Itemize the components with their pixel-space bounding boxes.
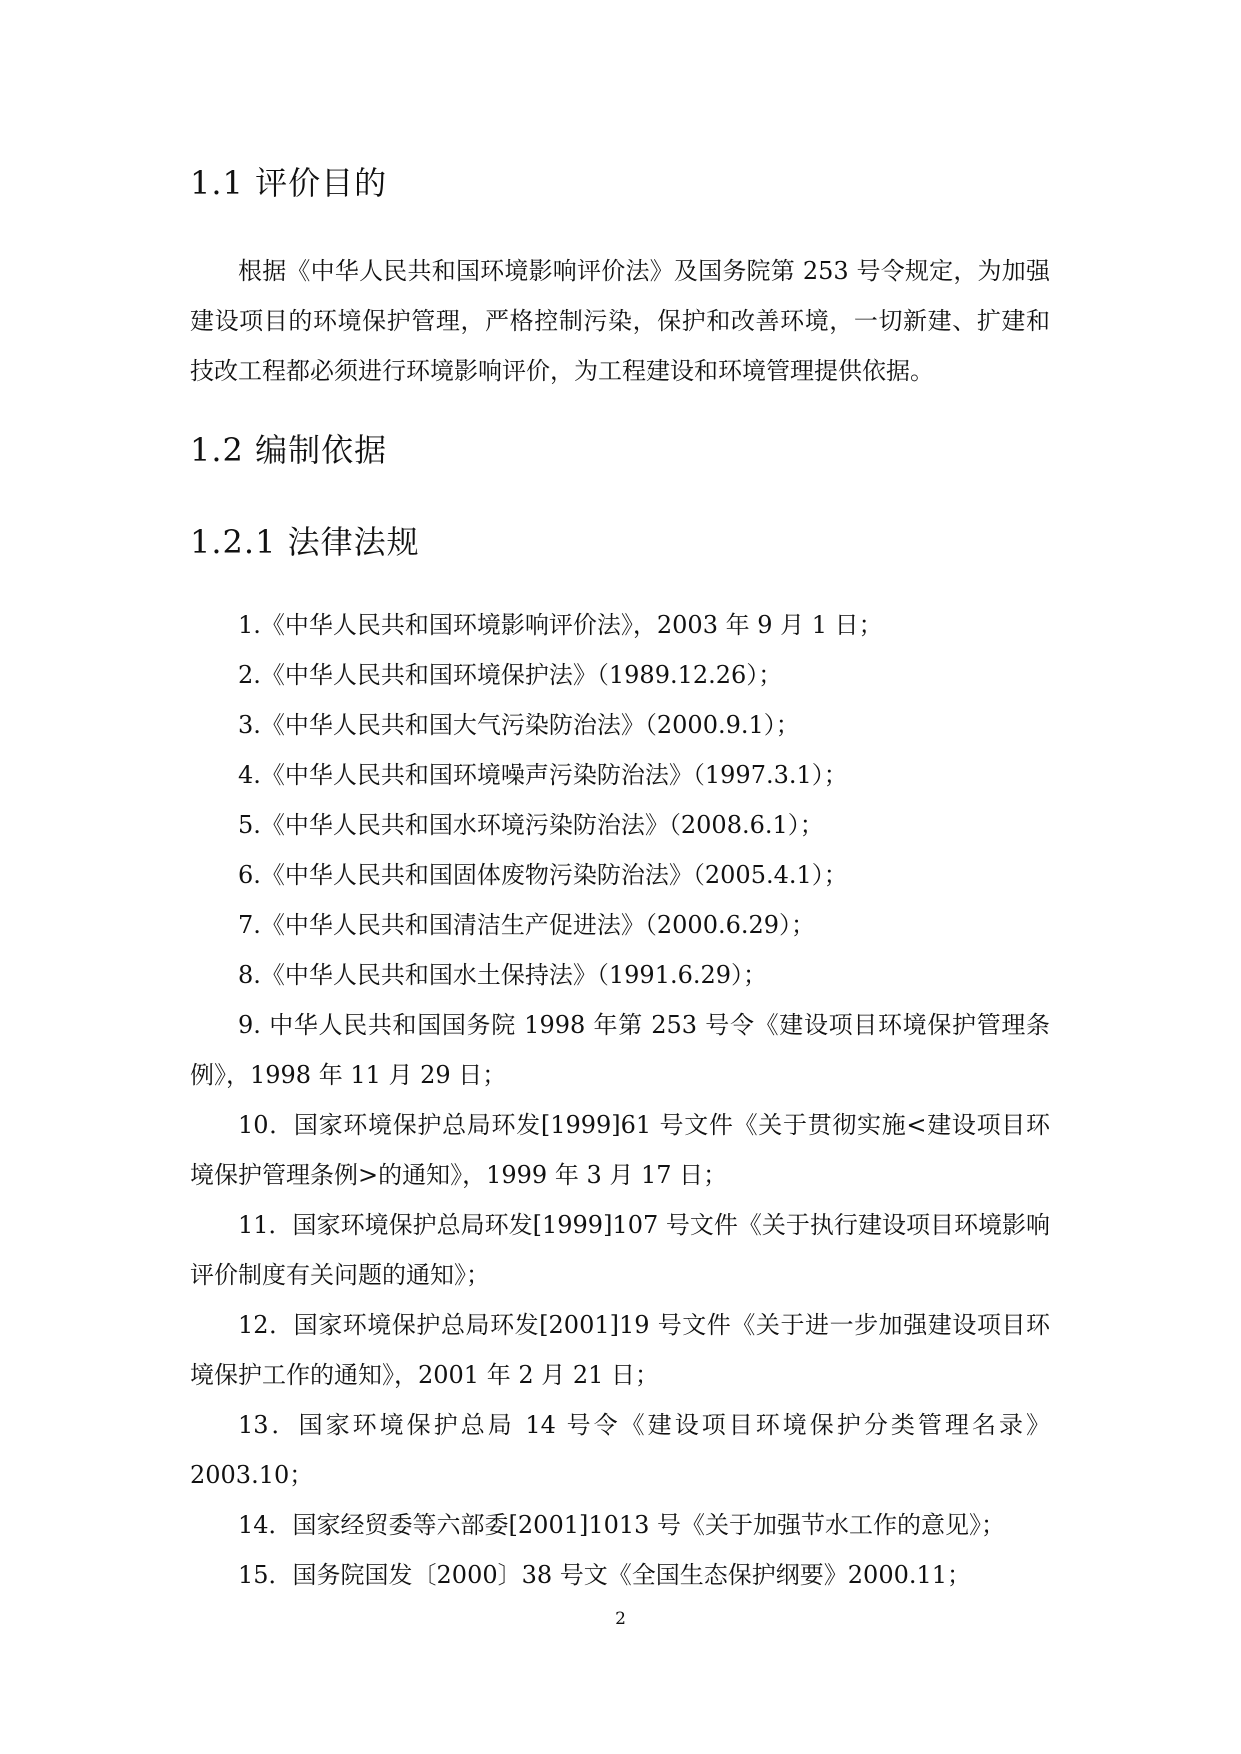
page-number: 2: [615, 1609, 626, 1629]
list-item: 2.《中华人民共和国环境保护法》（1989.12.26）；: [238, 661, 783, 689]
list-item: 6.《中华人民共和国固体废物污染防治法》（2005.4.1）；: [238, 861, 848, 889]
heading-evaluation-purpose: 1.1 评价目的: [190, 164, 388, 202]
laws-list: [190, 600, 1050, 1600]
list-item: 9. 中华人民共和国国务院 1998 年第 253 号令《建设项目环境保护管理条例》，1998 年 11 月 29 日；: [190, 1011, 1050, 1089]
list-item: 14．国家经贸委等六部委[2001]1013 号《关于加强节水工作的意见》；: [238, 1511, 1006, 1539]
paragraph-evaluation-purpose: 根据《中华人民共和国环境影响评价法》及国务院第 253 号令规定，为加强建设项目的环境保护管理，严格控制污染，保护和改善环境，一切新建、扩建和技改工程都必须进行环境影响评价，为工程建设和环境管理提供依据。: [190, 257, 1050, 385]
list-item: 3.《中华人民共和国大气污染防治法》（2000.9.1）；: [238, 711, 800, 739]
list-item: 10．国家环境保护总局环发[1999]61 号文件《关于贯彻实施<建设项目环境保护管理条例>的通知》，1999 年 3 月 17 日；: [190, 1111, 1050, 1189]
list-item: 13．国家环境保护总局 14 号令《建设项目环境保护分类管理名录》2003.10；: [190, 1411, 1050, 1489]
heading-compilation-basis: 1.2 编制依据: [190, 431, 388, 469]
list-item: 12．国家环境保护总局环发[2001]19 号文件《关于进一步加强建设项目环境保护工作的通知》，2001 年 2 月 21 日；: [190, 1311, 1050, 1389]
list-item: 8.《中华人民共和国水土保持法》（1991.6.29）；: [238, 961, 768, 989]
heading-laws-regulations: 1.2.1 法律法规: [190, 523, 420, 561]
list-item: 1.《中华人民共和国环境影响评价法》，2003 年 9 月 1 日；: [238, 611, 883, 639]
list-item: 7.《中华人民共和国清洁生产促进法》（2000.6.29）；: [238, 911, 816, 939]
list-item: 5.《中华人民共和国水环境污染防治法》（2008.6.1）；: [238, 811, 824, 839]
list-item: 4.《中华人民共和国环境噪声污染防治法》（1997.3.1）；: [238, 761, 848, 789]
list-item: 15．国务院国发〔2000〕38 号文《全国生态保护纲要》2000.11；: [238, 1561, 972, 1589]
list-item: 11．国家环境保护总局环发[1999]107 号文件《关于执行建设项目环境影响评价制度有关问题的通知》；: [190, 1211, 1050, 1289]
